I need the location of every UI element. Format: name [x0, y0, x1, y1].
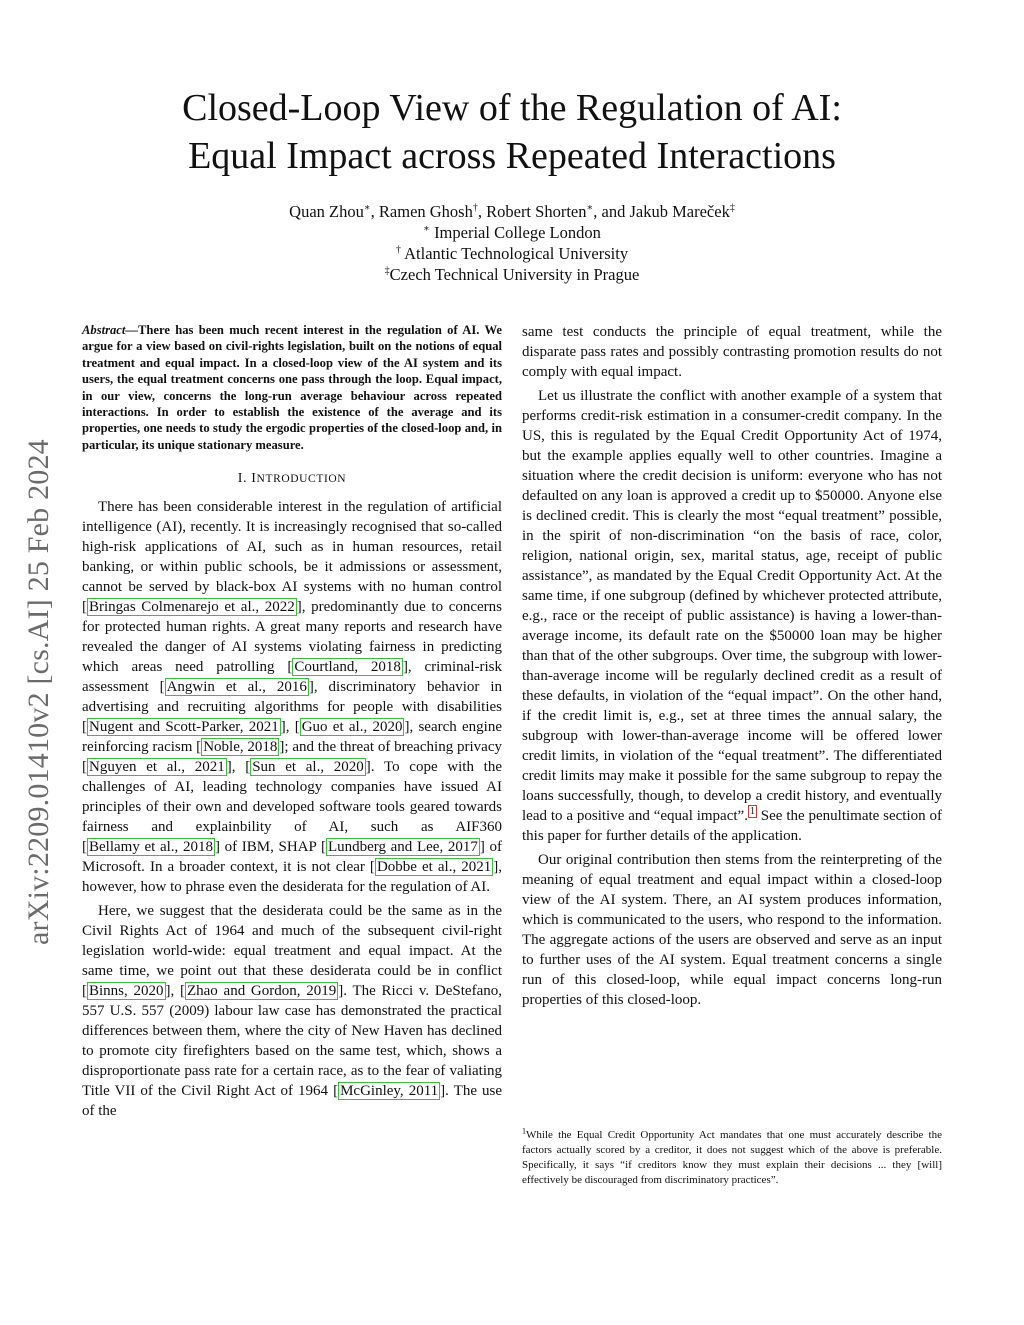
right-column — [522, 322, 942, 1014]
abstract-label: Abstract — [82, 323, 126, 337]
citation-link[interactable]: Guo et al., 2020 — [301, 719, 403, 736]
citation-link[interactable]: Nugent and Scott-Parker, 2021 — [89, 719, 279, 736]
affiliation-3: ‡Czech Technical University in Prague — [384, 265, 640, 284]
footnote-mark: 1 — [522, 1126, 526, 1136]
citation-link[interactable]: Zhao and Gordon, 2019 — [186, 983, 337, 1000]
abstract-text: There has been much recent interest in the regulation of AI. We argue for a view based on civil-rights legislation, built on the notions of equal treatment and equal impact. In a closed-loop view of the AI system and its users, the equal treatment concerns one pass through the loop. Equal impact, in our view, concerns the long-run average behaviour across repeated interactions. In order to establish the existence of the average and its properties, one needs to study the ergodic properties of the closed-loop and, in particular, its unique stationary measure. — [82, 323, 502, 452]
footnote-text: While the Equal Credit Opportunity Act mandates that one must accurately describe the factors actually scored by a creditor, it does not suggest which of the above is preferable. Specifically, it says “if creditors know they must explain their decisions ... they [will] effectively be discouraged from discriminatory practices”. — [522, 1129, 942, 1186]
author-name: Quan Zhou — [289, 202, 364, 221]
citation-link[interactable]: Lundberg and Lee, 2017 — [327, 839, 478, 856]
citation-link[interactable]: Nguyen et al., 2021 — [89, 759, 225, 776]
citation-link[interactable]: Bringas Colmenarejo et al., 2022 — [89, 599, 295, 616]
citation-link[interactable]: Noble, 2018 — [203, 739, 278, 756]
citation-link[interactable]: McGinley, 2011 — [340, 1083, 439, 1100]
footnote-link[interactable]: 1 — [749, 806, 755, 817]
affiliation-1: ∗ Imperial College London — [423, 223, 601, 242]
credit-example-paragraph: Let us illustrate the conflict with another example of a system that performs credit-risk estimation in a consumer-credit company. In the US, this is regulated by the Equal Credit Opportunity Act of 1974, but the example applies equally well to other countries. Imagine a situation where the credit decision is uniform: everyone who has not defaulted on any loan is approved a credit up to $50000. Anyone else is declined credit. This is clearly the most “equal treatment” possible, in the spirit of non-discrimination “on the basis of race, color, religion, national origin, sex, marital status, age, receipt of public assistance”, as mandated by the Equal Credit Opportunity Act. At the same time, if one subgroup (defined by whichever protected attribute, e.g., race or the receipt of public assistance) is having a lower-than-average income, its default rate on the $50000 loan may be higher than that of the other subgroups. Over time, the subgroup with lower-than-average income will be regularly declined credit as a result of these defaults, in violation of the “equal impact”. On the other hand, if the credit limit is, e.g., set at three times the annual salary, the subgroup with lower-than-average income will be offered lower credit limits, in violation of the “equal treatment”. The differentiated credit limits may make it possible for the same subgroup to repay the loans successfully, though, to develop a credit history, and eventually lead to a positive and “equal impact”. $^1$ See the penultimate section of this paper for further details of the application. — [522, 388, 942, 844]
author-name: Ramen Ghosh — [378, 202, 473, 221]
author-block — [80, 201, 944, 285]
author-name: Jakub Mareček — [629, 202, 730, 221]
section-heading-introduction: I. INTRODUCTION — [237, 471, 347, 487]
affiliation-2: † Atlantic Technological University — [395, 244, 629, 263]
citation-link[interactable]: Bellamy et al., 2018 — [89, 839, 213, 856]
title-line-1: Closed-Loop View of the Regulation of AI: — [182, 87, 842, 129]
left-column — [82, 322, 502, 1125]
author-name: Robert Shorten — [486, 202, 587, 221]
arxiv-identifier: arXiv:2209.01410v2 [cs.AI] 25 Feb 2024 — [22, 439, 55, 945]
author-list: Quan Zhou∗, Ramen Ghosh†, Robert Shorten∗, and Jakub Mareček‡ — [289, 202, 735, 221]
contribution-paragraph: Our original contribution then stems from the reinterpreting of the meaning of equal treatment and equal impact within a closed-loop view of the AI system. There, an AI system produces information, which is communicated to the users, who respond to the information. The aggregate actions of the users are observed and serve as an input to further uses of the AI system. Equal treatment concerns a single run of this closed-loop, while equal impact concerns long-run properties of this closed-loop. — [522, 852, 942, 1008]
title-line-2: Equal Impact across Repeated Interactions — [188, 135, 836, 177]
intro-paragraph-2: Here, we suggest that the desiderata could be the same as in the Civil Rights Act of 1964 and much of the subsequent civil-right legislation world-wide: equal treatment and equal impact. At the same time, we point out that these desiderata could be in conflict [ Binns, 2020 ], [ Zhao and Gordon, 2019 ]. The Ricci v. DeStefano, 557 U.S. 557 (2009) labour law case has demonstrated the practical differences between them, where the city of New Haven has declined to promote city firefighters based on the same test, which, shows a disproportionate pass rate for a certain race, as to the fear of valiating Title VII of the Civil Right Act of 1964 [ McGinley, 2011 ]. The use of the — [82, 903, 502, 1120]
citation-link[interactable]: Binns, 2020 — [89, 983, 164, 1000]
continued-paragraph: same test conducts the principle of equal treatment, while the disparate pass rates and possibly contrasting promotion results do not comply with equal impact. — [522, 324, 942, 380]
citation-link[interactable]: Sun et al., 2020 — [252, 759, 364, 776]
citation-link[interactable]: Courtland, 2018 — [294, 659, 401, 676]
footnote — [522, 1128, 942, 1188]
abstract: Abstract—There has been much recent interest in the regulation of AI. We argue for a view based on civil-rights legislation, built on the notions of equal treatment and equal impact. In a closed-loop view of the AI system and its users, the equal treatment concerns one pass through the loop. Equal impact, in our view, concerns the long-run average behaviour across repeated interactions. In order to establish the existence of the average and its properties, one needs to study the ergodic properties of the closed-loop and, in particular, its unique stationary measure. — [82, 323, 502, 452]
citation-link[interactable]: Angwin et al., 2016 — [166, 679, 307, 696]
intro-paragraph-1: There has been considerable interest in the regulation of artificial intelligence (AI), recently. It is increasingly recognised that so-called high-risk applications of AI, such as in human resources, retail banking, or within public schools, be it admissions or assessment, cannot be served by black-box AI systems with no human control [ Bringas Colmenarejo et al., 2022 ], predominantly due to concerns for protected human rights. A great many reports and research have revealed the danger of AI systems violating fairness in predicting which areas need patrolling [ Courtland, 2018 ], criminal-risk assessment [ Angwin et al., 2016 ], discriminatory behavior in advertising and recruiting algorithms for people with disabilities [ Nugent and Scott-Parker, 2021 ], [ Guo et al., 2020 ], search engine reinforcing racism [ Noble, 2018 ]; and the threat of breaching privacy [ Nguyen et al., 2021 ], [ Sun et al., 2020 ]. To cope with the challenges of AI, leading technology companies have issued AI principles of their own and developed software tools geared towards fairness and explainbility of AI, such as AIF360 [ Bellamy et al., 2018 ] of IBM, SHAP [ Lundberg and Lee, 2017 ] of Microsoft. In a broader context, it is not clear [ Dobbe et al., 2021 ], however, how to phrase even the desiderata for the regulation of AI. — [82, 499, 503, 896]
paper-title — [80, 84, 944, 180]
citation-link[interactable]: Dobbe et al., 2021 — [376, 859, 492, 876]
